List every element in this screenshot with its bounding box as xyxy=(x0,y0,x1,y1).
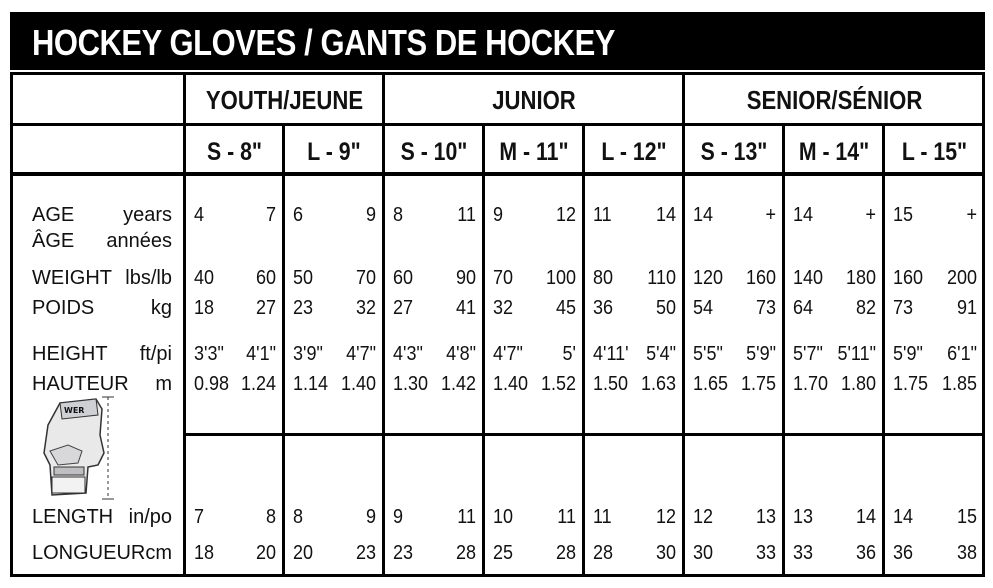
size-header: M - 14" xyxy=(798,138,870,166)
size-column-divider xyxy=(582,123,585,577)
size-header: L - 9" xyxy=(307,138,361,166)
cell-max-value: 82 xyxy=(855,297,876,319)
cell-max-value: 33 xyxy=(755,542,776,564)
group-column-divider xyxy=(183,72,186,577)
cell-min-value: 27 xyxy=(393,297,414,319)
cell-min-value: 1.75 xyxy=(893,373,929,395)
table-right-border xyxy=(982,72,985,577)
cell-max-value: + xyxy=(765,204,776,226)
cell-min-value: 36 xyxy=(593,297,614,319)
cell-min-value: 10 xyxy=(493,506,514,528)
size-header: S - 8" xyxy=(207,138,262,166)
row-label: ÂGE xyxy=(32,230,75,252)
cell-min-value: 4 xyxy=(194,204,205,226)
cell-min-value: 1.50 xyxy=(593,373,629,395)
cell-max-value: 60 xyxy=(255,267,276,289)
row-label: LONGUEUR xyxy=(32,542,146,564)
cell-max-value: 14 xyxy=(655,204,676,226)
cell-min-value: 8 xyxy=(293,506,304,528)
cell-min-value: 36 xyxy=(893,542,914,564)
cell-min-value: 18 xyxy=(194,297,215,319)
cell-max-value: 4'1" xyxy=(246,343,276,365)
cell-max-value: 5'9" xyxy=(746,343,776,365)
row-label: LENGTH xyxy=(32,506,114,528)
cell-min-value: 14 xyxy=(793,204,814,226)
cell-max-value: 20 xyxy=(255,542,276,564)
size-header: M - 11" xyxy=(499,138,569,166)
size-header: S - 13" xyxy=(700,138,768,166)
cell-max-value: 1.42 xyxy=(440,373,476,395)
row-unit: ft/pi xyxy=(139,343,172,365)
cell-min-value: 14 xyxy=(893,506,914,528)
cell-max-value: 28 xyxy=(555,542,576,564)
cell-min-value: 15 xyxy=(893,204,914,226)
cell-min-value: 120 xyxy=(693,267,724,289)
chart-title: HOCKEY GLOVES / GANTS DE HOCKEY xyxy=(32,22,616,63)
group-header: YOUTH/JEUNE xyxy=(205,85,364,115)
cell-max-value: 8 xyxy=(265,506,276,528)
glove-logo-text: WER xyxy=(64,406,85,415)
cell-min-value: 3'9" xyxy=(293,343,323,365)
table-top-border xyxy=(10,72,985,75)
cell-max-value: 100 xyxy=(545,267,576,289)
cell-max-value: 27 xyxy=(255,297,276,319)
cell-min-value: 4'7" xyxy=(493,343,523,365)
cell-max-value: 5'11" xyxy=(837,343,876,365)
cell-min-value: 32 xyxy=(493,297,514,319)
cell-min-value: 5'9" xyxy=(893,343,923,365)
cell-min-value: 12 xyxy=(693,506,714,528)
table-left-border xyxy=(10,72,13,577)
row-unit: années xyxy=(106,230,172,252)
cell-max-value: 110 xyxy=(647,267,676,289)
cell-min-value: 8 xyxy=(393,204,404,226)
cell-max-value: 36 xyxy=(855,542,876,564)
cell-max-value: 11 xyxy=(557,506,576,528)
cell-max-value: 4'7" xyxy=(346,343,376,365)
cell-max-value: 23 xyxy=(355,542,376,564)
length-section-divider xyxy=(185,433,985,436)
cell-min-value: 64 xyxy=(793,297,814,319)
cell-min-value: 7 xyxy=(194,506,205,528)
cell-max-value: 11 xyxy=(457,204,476,226)
cell-min-value: 25 xyxy=(493,542,514,564)
cell-min-value: 9 xyxy=(393,506,404,528)
cell-max-value: 1.52 xyxy=(540,373,576,395)
cell-min-value: 11 xyxy=(593,204,612,226)
cell-max-value: 73 xyxy=(755,297,776,319)
row-label: POIDS xyxy=(32,297,95,319)
cell-max-value: 1.80 xyxy=(840,373,876,395)
size-column-divider xyxy=(882,123,885,577)
cell-min-value: 1.40 xyxy=(493,373,529,395)
cell-min-value: 6 xyxy=(293,204,304,226)
cell-min-value: 18 xyxy=(194,542,215,564)
row-label: AGE xyxy=(32,204,75,226)
size-column-divider xyxy=(782,123,785,577)
cell-max-value: 91 xyxy=(956,297,977,319)
row-unit: lbs/lb xyxy=(125,267,172,289)
cell-max-value: + xyxy=(865,204,876,226)
cell-max-value: 15 xyxy=(956,506,977,528)
cell-min-value: 54 xyxy=(693,297,714,319)
cell-max-value: 5' xyxy=(562,343,576,365)
group-header: SENIOR/SÉNIOR xyxy=(746,85,923,115)
cell-max-value: + xyxy=(966,204,977,226)
cell-max-value: 13 xyxy=(755,506,776,528)
size-header: S - 10" xyxy=(400,138,468,166)
cell-max-value: 160 xyxy=(745,267,776,289)
cell-max-value: 9 xyxy=(365,506,376,528)
cell-min-value: 160 xyxy=(893,267,924,289)
cell-max-value: 32 xyxy=(355,297,376,319)
cell-min-value: 1.14 xyxy=(293,373,329,395)
cell-min-value: 50 xyxy=(293,267,314,289)
cell-max-value: 90 xyxy=(455,267,476,289)
cell-min-value: 1.30 xyxy=(393,373,429,395)
cell-min-value: 80 xyxy=(593,267,614,289)
cell-min-value: 73 xyxy=(893,297,914,319)
cell-max-value: 4'8" xyxy=(446,343,476,365)
row-label: HAUTEUR xyxy=(32,373,129,395)
cell-max-value: 45 xyxy=(555,297,576,319)
size-header: L - 15" xyxy=(901,138,968,166)
cell-max-value: 30 xyxy=(655,542,676,564)
cell-max-value: 180 xyxy=(845,267,876,289)
group-column-divider xyxy=(682,72,685,577)
row-label: HEIGHT xyxy=(32,343,108,365)
cell-min-value: 1.70 xyxy=(793,373,829,395)
cell-max-value: 38 xyxy=(956,542,977,564)
group-header: JUNIOR xyxy=(492,85,576,115)
cell-min-value: 23 xyxy=(293,297,314,319)
cell-min-value: 4'11' xyxy=(593,343,629,365)
group-column-divider xyxy=(382,72,385,577)
row-unit: in/po xyxy=(128,506,172,528)
size-header: L - 12" xyxy=(601,138,667,166)
size-header-divider xyxy=(10,172,985,176)
cell-max-value: 1.85 xyxy=(941,373,977,395)
cell-min-value: 11 xyxy=(593,506,612,528)
cell-max-value: 9 xyxy=(365,204,376,226)
cell-max-value: 41 xyxy=(455,297,476,319)
cell-max-value: 7 xyxy=(265,204,276,226)
table-bottom-border xyxy=(10,574,985,577)
cell-min-value: 33 xyxy=(793,542,814,564)
cell-max-value: 12 xyxy=(655,506,676,528)
cell-min-value: 20 xyxy=(293,542,314,564)
row-unit: kg xyxy=(150,297,172,319)
cell-max-value: 28 xyxy=(455,542,476,564)
cell-min-value: 23 xyxy=(393,542,414,564)
cell-min-value: 1.65 xyxy=(693,373,729,395)
cell-min-value: 9 xyxy=(493,204,504,226)
cell-min-value: 14 xyxy=(693,204,714,226)
cell-min-value: 40 xyxy=(194,267,215,289)
cell-max-value: 50 xyxy=(655,297,676,319)
cell-max-value: 1.24 xyxy=(240,373,276,395)
cell-max-value: 14 xyxy=(855,506,876,528)
cell-max-value: 1.40 xyxy=(340,373,376,395)
cell-max-value: 12 xyxy=(555,204,576,226)
cell-min-value: 30 xyxy=(693,542,714,564)
row-unit: cm xyxy=(145,542,172,564)
cell-min-value: 13 xyxy=(793,506,814,528)
cell-max-value: 5'4" xyxy=(646,343,676,365)
group-header-divider xyxy=(10,123,985,126)
cell-min-value: 3'3" xyxy=(194,343,224,365)
cell-min-value: 60 xyxy=(393,267,414,289)
cell-min-value: 5'5" xyxy=(693,343,723,365)
cell-min-value: 5'7" xyxy=(793,343,823,365)
row-label: WEIGHT xyxy=(32,267,112,289)
cell-min-value: 28 xyxy=(593,542,614,564)
hockey-glove-icon xyxy=(38,395,116,505)
row-unit: m xyxy=(155,373,172,395)
cell-max-value: 1.63 xyxy=(640,373,676,395)
row-unit: years xyxy=(123,204,172,226)
cell-min-value: 0.98 xyxy=(194,373,230,395)
cell-min-value: 70 xyxy=(493,267,514,289)
size-column-divider xyxy=(282,123,285,577)
cell-min-value: 140 xyxy=(793,267,824,289)
size-column-divider xyxy=(482,123,485,577)
cell-max-value: 11 xyxy=(457,506,476,528)
cell-max-value: 1.75 xyxy=(740,373,776,395)
cell-max-value: 6'1" xyxy=(947,343,977,365)
cell-max-value: 70 xyxy=(355,267,376,289)
cell-max-value: 200 xyxy=(946,267,977,289)
cell-min-value: 4'3" xyxy=(393,343,423,365)
